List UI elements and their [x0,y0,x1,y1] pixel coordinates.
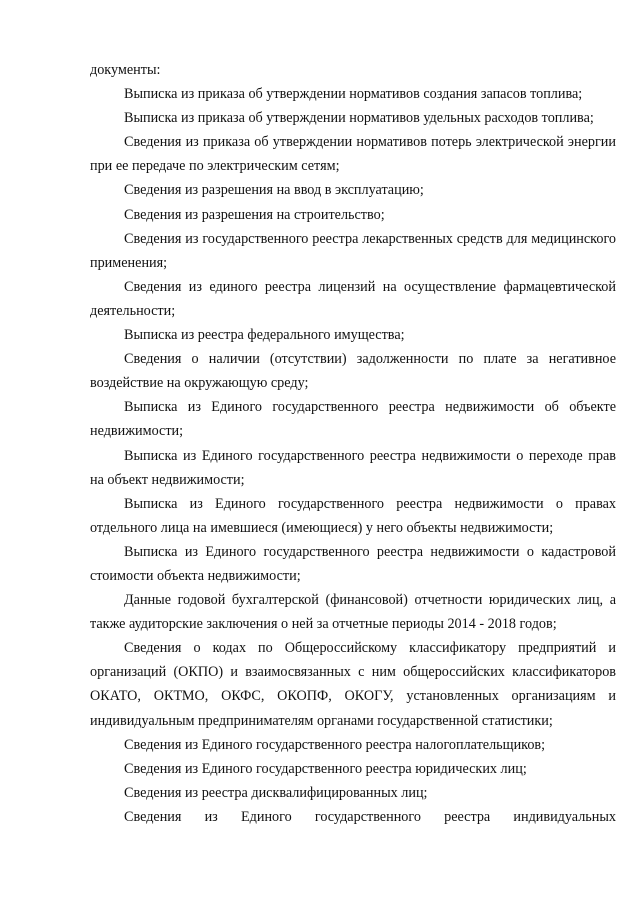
paragraph-pharmacy-licenses: Сведения из единого реестра лицензий на осуществление фармацевтической деятельности; [90,278,616,319]
paragraph-construction-permit: Сведения из разрешения на строительство; [124,206,385,223]
paragraph-medicines-register: Сведения из государственного реестра лекарственных средств для медицинского применения; [90,230,616,271]
paragraph-federal-property: Выписка из реестра федерального имущества; [124,327,405,344]
paragraph-egrn-object: Выписка из Единого государственного реестра недвижимости об объекте недвижимости; [90,399,616,440]
paragraph-disqualified-register: Сведения из реестра дисквалифицированных лиц; [124,784,428,801]
paragraph-okpo-codes: Сведения о кодах по Общероссийскому классификатору предприятий и организаций (ОКПО) и взаимосвязанных с ним общероссийских классификаторов ОКАТО, ОКТМО, ОКФС, ОКОПФ, ОКОГУ, установленных организациям и индивидуальным предпринимателям органами государственной статистики; [90,640,616,729]
paragraph-egrn-cadastral-value: Выписка из Единого государственного реестра недвижимости о кадастровой стоимости объекта недвижимости; [90,543,616,584]
paragraph-financial-statements: Данные годовой бухгалтерской (финансовой) отчетности юридических лиц, а также аудиторские заключения о ней за отчетные периоды 2014 - 2018 годов; [90,592,616,633]
paragraph-entrepreneurs-register: Сведения из Единого государственного реестра индивидуальных [124,808,616,825]
paragraph-fuel-reserves: Выписка из приказа об утверждении нормативов создания запасов топлива; [124,86,583,103]
paragraph-energy-losses: Сведения из приказа об утверждении нормативов потерь электрической энергии при ее передаче по электрическим сетям; [90,134,616,175]
paragraph-documents-heading: документы: [90,62,161,78]
paragraph-environmental-debt: Сведения о наличии (отсутствии) задолженности по плате за негативное воздействие на окружающую среду; [90,351,616,392]
document-body [90,58,616,829]
paragraph-fuel-consumption: Выписка из приказа об утверждении нормативов удельных расходов топлива; [124,110,594,127]
paragraph-commissioning-permit: Сведения из разрешения на ввод в эксплуатацию; [124,182,424,199]
paragraph-taxpayers-register: Сведения из Единого государственного реестра налогоплательщиков; [124,736,546,753]
paragraph-egrn-rights-transfer: Выписка из Единого государственного реестра недвижимости о переходе прав на объект недвижимости; [90,447,616,488]
paragraph-legal-entities-register: Сведения из Единого государственного реестра юридических лиц; [124,760,527,777]
paragraph-egrn-person-rights: Выписка из Единого государственного реестра недвижимости о правах отдельного лица на имевшиеся (имеющиеся) у него объекты недвижимости; [90,495,616,536]
